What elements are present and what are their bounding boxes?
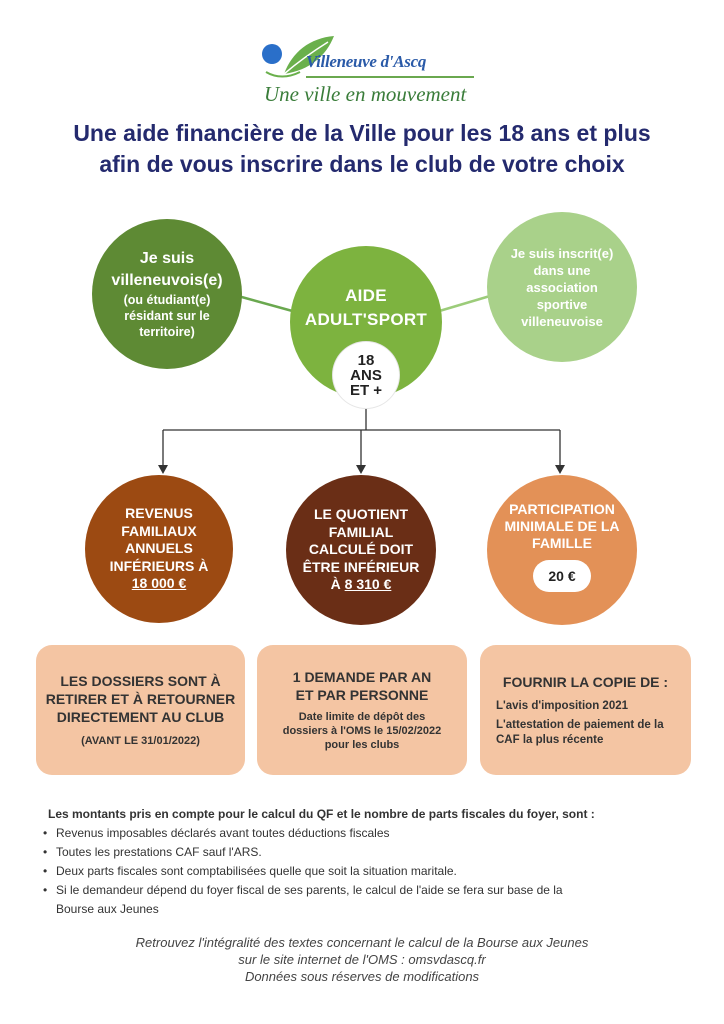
dossiers-info-box (36, 645, 245, 775)
age-line: ET + (349, 381, 383, 399)
quotient-amount-line (331, 576, 392, 594)
resident-line: Je suis (139, 250, 195, 267)
participation-line: PARTICIPATION (509, 501, 615, 517)
participation-line: MINIMALE DE LA (504, 518, 620, 534)
copie-item: L'avis d'imposition 2021 (496, 699, 629, 712)
arrow-down-icon (555, 465, 565, 474)
headline-line: afin de vous inscrire dans le club de votre choix (99, 151, 625, 177)
quotient-line: ÊTRE INFÉRIEUR (302, 558, 420, 575)
logo-underline (306, 76, 474, 78)
income-criterion-circle (85, 475, 233, 623)
dossiers-line: DIRECTEMENT AU CLUB (56, 709, 225, 725)
club-line: villeneuvoise (521, 313, 603, 329)
participation-amount: 20 € (533, 560, 591, 592)
dossiers-line: LES DOSSIERS SONT À (60, 673, 221, 689)
list-item: • Revenus imposables déclarés avant toutes déductions fiscales (48, 825, 688, 842)
footer-line: Retrouvez l'intégralité des textes concernant le calcul de la Bourse aux Jeunes (135, 935, 589, 950)
copie-info-box (480, 645, 691, 775)
age-badge (333, 342, 399, 408)
footer-line: Données sous réserves de modifications (244, 969, 480, 984)
city-logo (262, 32, 482, 106)
copie-item-part: L'attestation de paiement de la (496, 718, 664, 731)
resident-line: (ou étudiant(e) (123, 293, 211, 307)
quotient-prefix: À (330, 576, 345, 593)
participation-criterion-circle (487, 475, 637, 625)
headline-line: Une aide financière de la Ville pour les 18 ans et plus (73, 120, 651, 146)
age-line: 18 (357, 351, 375, 369)
quotient-line: CALCULÉ DOIT (308, 541, 414, 558)
footer (0, 934, 724, 985)
notes-list (48, 825, 688, 899)
list-item: • Deux parts fiscales sont comptabilisées quelle que soit la situation maritale. (48, 863, 688, 880)
copie-item-part: CAF la plus récente (496, 733, 604, 746)
arrow-down-icon (158, 465, 168, 474)
page-title (0, 118, 724, 180)
demande-line: ET PAR PERSONNE (295, 687, 429, 703)
club-line: Je suis inscrit(e) (510, 245, 614, 261)
list-item-continuation: Bourse aux Jeunes (56, 902, 159, 916)
notes-intro: Les montants pris en compte pour le calcul du QF et le nombre de parts fiscales du foyer, sont : (48, 807, 595, 821)
dossiers-line: RETIRER ET À RETOURNER (45, 691, 236, 707)
arrow-down-icon (356, 465, 366, 474)
income-amount: 18 000 € (131, 575, 187, 592)
demande-line: 1 DEMANDE PAR AN (292, 669, 432, 685)
club-line: sportive (536, 296, 588, 312)
age-line: ANS (350, 366, 382, 384)
copie-item (496, 718, 691, 748)
income-line: INFÉRIEURS À (109, 557, 209, 574)
dossiers-deadline: (AVANT LE 31/01/2022) (81, 735, 200, 747)
income-line: FAMILIAUX (121, 522, 197, 539)
quotient-line: LE QUOTIENT (313, 506, 409, 523)
demande-note-line: dossiers à l'OMS le 15/02/2022 (282, 725, 442, 737)
participation-line: FAMILLE (532, 535, 592, 551)
blue-dot-icon (262, 44, 282, 64)
copie-title: FOURNIR LA COPIE DE : (502, 673, 669, 690)
club-condition-circle (487, 212, 637, 362)
aid-title: AIDE (345, 286, 387, 305)
income-line: ANNUELS (125, 540, 193, 557)
club-line: dans une (533, 262, 591, 278)
logo-name: Villeneuve d'Ascq (306, 52, 427, 71)
quotient-criterion-circle (286, 475, 436, 625)
resident-line: villeneuvois(e) (111, 272, 223, 289)
quotient-line: FAMILIAL (328, 523, 394, 540)
footer-line: sur le site internet de l'OMS : omsvdascq.fr (238, 952, 486, 967)
resident-line: territoire) (139, 325, 195, 339)
list-item: • Si le demandeur dépend du foyer fiscal de ses parents, le calcul de l'aide se fera sur base de la (48, 882, 688, 899)
demande-note (257, 710, 467, 752)
copie-list (480, 695, 691, 748)
demande-note-line: pour les clubs (324, 739, 400, 751)
aid-title: ADULT'SPORT (304, 310, 428, 329)
qf-notes (48, 806, 688, 918)
demande-info-box (257, 645, 467, 775)
demande-note-line: Date limite de dépôt des (298, 711, 426, 723)
resident-line: résidant sur le (124, 309, 210, 323)
quotient-amount: 8 310 € (344, 576, 392, 593)
club-line: association (526, 279, 598, 295)
logo-slogan: Une ville en mouvement (264, 82, 467, 106)
resident-condition-circle (92, 219, 242, 369)
income-line: REVENUS (125, 505, 193, 522)
list-item: • Toutes les prestations CAF sauf l'ARS. (48, 844, 688, 861)
